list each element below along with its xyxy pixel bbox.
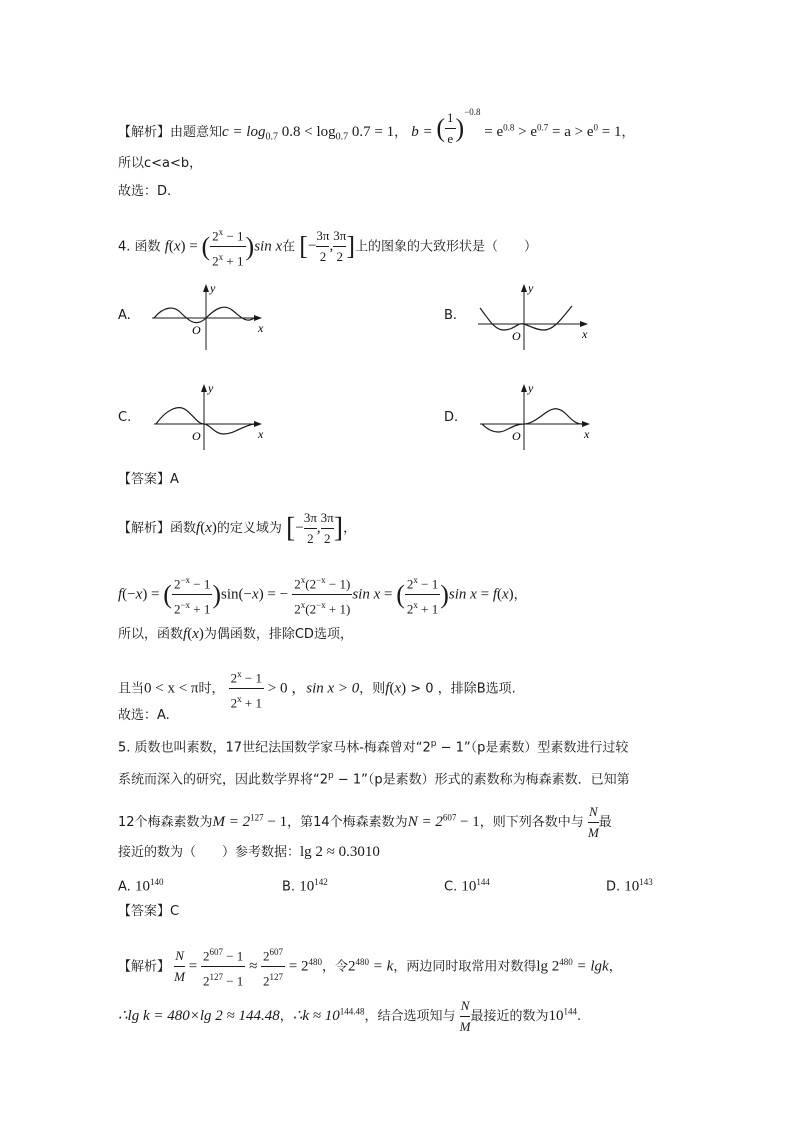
graph-d bbox=[478, 380, 598, 452]
svg-text:y: y bbox=[528, 281, 534, 295]
q5-option-a: A. $10^{140}$ bbox=[118, 877, 164, 895]
analysis-4-line-2: f(−x) = ( $\frac{2^{-x} - 1}{2^{-x} + 1}$ )sin(−x) = − $\frac{2^x(2^{-x} - 1)}{2^x(2^{-x} + 1)}$ sin x = ( $\frac{2^x - 1}{2^x + 1}$ )sin x = f(x)， bbox=[118, 570, 527, 620]
option-d-label: D. bbox=[444, 410, 459, 425]
question-5-line-2: 系统而深入的研究，因此数学界将“$2^p$ − 1”（p是素数）形式的素数称为梅森素数．已知第 bbox=[118, 771, 630, 788]
option-a-label: A. bbox=[118, 308, 131, 323]
solution-line-2: 所以c<a<b， bbox=[118, 156, 203, 171]
graph-c bbox=[150, 380, 270, 452]
analysis-tag: 【解析】 bbox=[118, 125, 171, 140]
graph-b bbox=[476, 280, 596, 352]
svg-text:O: O bbox=[192, 323, 201, 337]
option-c-label: C. bbox=[118, 410, 132, 425]
svg-text:O: O bbox=[512, 329, 521, 343]
answer-5: 【答案】C bbox=[118, 904, 180, 919]
svg-text:O: O bbox=[192, 429, 201, 443]
svg-text:x: x bbox=[582, 327, 588, 341]
svg-text:y: y bbox=[208, 381, 214, 395]
q5-option-c: C. $10^{144}$ bbox=[444, 877, 490, 895]
analysis-4-line-1: 【解析】函数f(x)的定义域为 [− $\frac{3\pi}{2}$ , $\frac{3\pi}{2}$ ]， bbox=[118, 510, 357, 546]
solution-line-3: 故选：D. bbox=[118, 184, 172, 199]
analysis-4-line-4: 且当0 < x < π时， $\frac{2^x - 1}{2^x + 1}$ > 0 ，sin x > 0，则f(x) > 0 ，排除B选项. bbox=[118, 664, 516, 714]
analysis-4-line-5: 故选：A. bbox=[118, 708, 170, 723]
analysis-5-line-1: 【解析】 $\frac{N}{M}$ = $\frac{2^{607} - 1}{2^{127} - 1}$ ≈ $\frac{2^{607}}{2^{127}}$ = $2^{480}$，令$2^{480} = k$，两边同时取常用对数得$\lg 2^{480} = \lg k$， bbox=[118, 942, 622, 992]
svg-text:y: y bbox=[528, 381, 534, 395]
question-5-line-3: 12个梅森素数为$M = 2^{127} - 1$，第14个梅森素数为$N = 2^{607} - 1$，则下列各数中与 $\frac{N}{M}$ 最 bbox=[118, 804, 612, 840]
q5-option-d: D. $10^{143}$ bbox=[606, 877, 653, 895]
q5-option-b: B. $10^{142}$ bbox=[282, 877, 328, 895]
answer-4: 【答案】A bbox=[118, 472, 179, 487]
graph-a bbox=[150, 280, 270, 352]
svg-text:x: x bbox=[258, 427, 264, 441]
question-5-line-4: 接近的数为（ ）参考数据：lg 2 ≈ 0.3010 bbox=[118, 844, 380, 860]
question-4-stem: 4. 函数 f(x) = ( $\frac{2^x - 1}{2^x + 1}$ )sin x在 [− $\frac{3\pi}{2}$ , $\frac{3\pi}{2}$ ]上的图象的大致形状是（ ） bbox=[118, 222, 537, 272]
svg-text:y: y bbox=[210, 281, 216, 295]
svg-text:x: x bbox=[584, 427, 590, 441]
svg-text:O: O bbox=[512, 429, 521, 443]
question-5-line-1: 5. 质数也叫素数，17世纪法国数学家马林-梅森曾对“$2^p$ − 1”（p是素数）型素数进行过较 bbox=[118, 739, 629, 756]
svg-text:x: x bbox=[258, 321, 264, 335]
paren-fraction: ( $\frac{1}{e}$ )$^{-0.8}$ bbox=[436, 106, 481, 146]
solution-line-1: 【解析】由题意知$c = \log_{0.7} 0.8 < \log_{0.7} 0.7 = 1$， b = ( $\frac{1}{e}$ )$^{-0.8} = e^{0.8} > e^{0.7} = a > e^0 = 1$， bbox=[118, 112, 635, 153]
analysis-4-line-3: 所以，函数f(x)为偶函数，排除CD选项， bbox=[118, 626, 353, 642]
analysis-5-line-2: ∴lg k = 480×lg 2 ≈ 144.48，∴k ≈ $10^{144.48}$，结合选项知与 $\frac{N}{M}$ 最接近的数为$10^{144}$. bbox=[118, 998, 582, 1034]
option-b-label: B. bbox=[444, 308, 458, 323]
